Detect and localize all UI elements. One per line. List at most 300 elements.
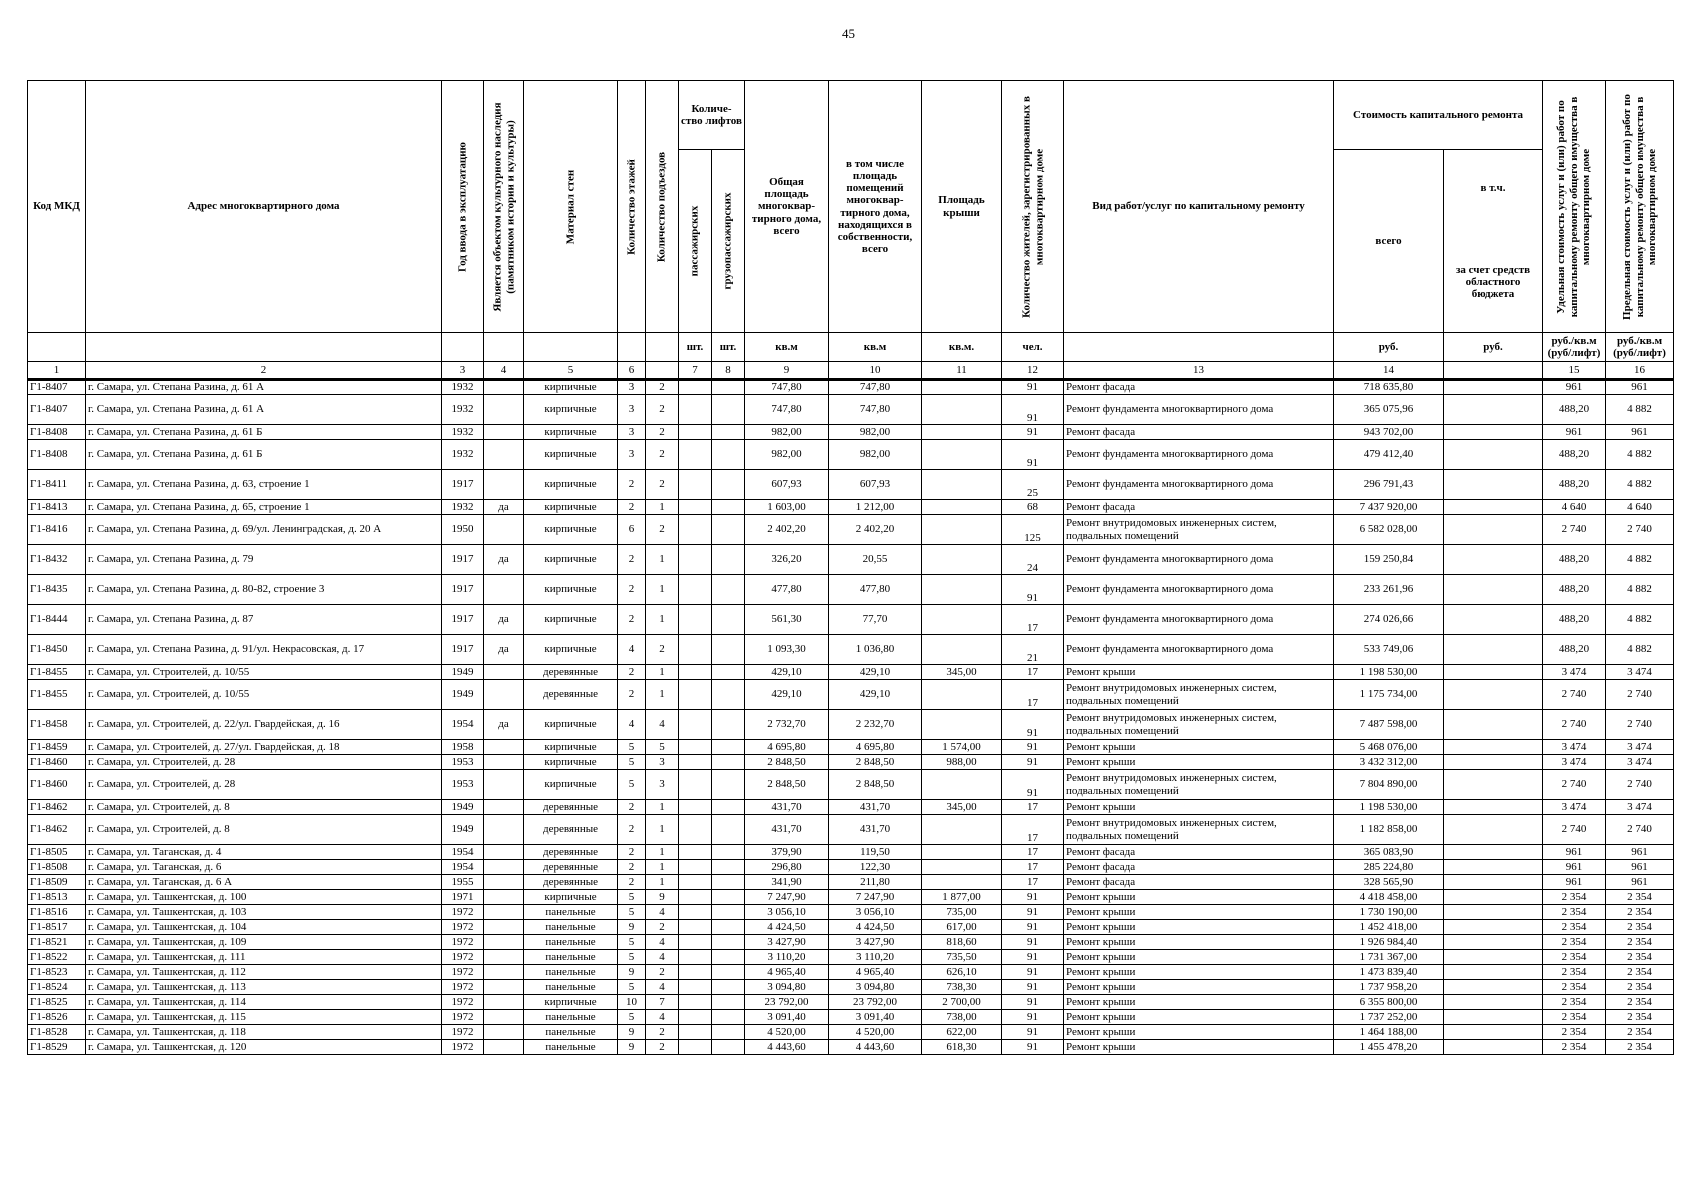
cell-cost-total: 5 468 076,00 [1334, 740, 1444, 755]
header-entrances: Количество подъездов [646, 81, 679, 333]
cell-regional-budget [1444, 500, 1543, 515]
cell-year: 1972 [442, 1025, 484, 1040]
cell-work-type: Ремонт крыши [1064, 1025, 1334, 1040]
cell-residents: 91 [1002, 890, 1064, 905]
cell-total-area: 429,10 [745, 680, 829, 710]
cell-passenger-elevators [679, 965, 712, 980]
cell-floors: 5 [618, 740, 646, 755]
table-row [28, 845, 1674, 860]
cell-wall-material: кирпичные [524, 575, 618, 605]
cell-passenger-elevators [679, 890, 712, 905]
cell-heritage [484, 980, 524, 995]
cell-year: 1953 [442, 770, 484, 800]
cell-passenger-elevators [679, 545, 712, 575]
table-row [28, 635, 1674, 665]
cell-code: Г1-8517 [28, 920, 86, 935]
cell-cost-total: 1 730 190,00 [1334, 905, 1444, 920]
cell-roof-area: 735,50 [922, 950, 1002, 965]
cell-entrances: 4 [646, 935, 679, 950]
cell-work-type: Ремонт внутридомовых инженерных систем, подвальных помещений [1064, 815, 1334, 845]
cell-residents: 91 [1002, 380, 1064, 395]
cell-passenger-elevators [679, 1040, 712, 1055]
cell-heritage [484, 860, 524, 875]
cell-owned-area: 2 848,50 [829, 755, 922, 770]
cell-floors: 4 [618, 710, 646, 740]
cell-owned-area: 4 695,80 [829, 740, 922, 755]
cell-regional-budget [1444, 470, 1543, 500]
cell-roof-area: 2 700,00 [922, 995, 1002, 1010]
cell-year: 1917 [442, 605, 484, 635]
cell-wall-material: кирпичные [524, 605, 618, 635]
cell-entrances: 2 [646, 635, 679, 665]
cell-code: Г1-8460 [28, 770, 86, 800]
cell-total-area: 477,80 [745, 575, 829, 605]
cell-wall-material: панельные [524, 1040, 618, 1055]
cell-wall-material: кирпичные [524, 635, 618, 665]
unit-sqm: кв.м [745, 333, 829, 362]
cell-work-type: Ремонт крыши [1064, 665, 1334, 680]
cell-entrances: 5 [646, 740, 679, 755]
cell-code: Г1-8459 [28, 740, 86, 755]
cell-cost-total: 7 804 890,00 [1334, 770, 1444, 800]
cell-year: 1972 [442, 950, 484, 965]
cell-total-area: 3 427,90 [745, 935, 829, 950]
cell-wall-material: панельные [524, 1025, 618, 1040]
cell-residents: 91 [1002, 755, 1064, 770]
cell-roof-area [922, 770, 1002, 800]
cell-residents: 68 [1002, 500, 1064, 515]
cell-cost-total: 1 737 958,20 [1334, 980, 1444, 995]
cell-roof-area: 738,30 [922, 980, 1002, 995]
cell-wall-material: кирпичные [524, 710, 618, 740]
cell-work-type: Ремонт фасада [1064, 380, 1334, 395]
cell-limit-cost: 4 882 [1606, 575, 1674, 605]
cell-floors: 9 [618, 920, 646, 935]
cell-address: г. Самара, ул. Ташкентская, д. 112 [86, 965, 442, 980]
cell-cargo-elevators [712, 740, 745, 755]
cell-cargo-elevators [712, 920, 745, 935]
column-number: 5 [524, 362, 618, 380]
cell-heritage [484, 425, 524, 440]
cell-total-area: 1 603,00 [745, 500, 829, 515]
cell-total-area: 429,10 [745, 665, 829, 680]
cell-passenger-elevators [679, 980, 712, 995]
cell-cost-total: 943 702,00 [1334, 425, 1444, 440]
cell-address: г. Самара, ул. Строителей, д. 10/55 [86, 665, 442, 680]
column-number: 11 [922, 362, 1002, 380]
cell-floors: 2 [618, 575, 646, 605]
header-cargo: грузопассажирских [712, 150, 745, 333]
table-row [28, 680, 1674, 710]
cell-code: Г1-8416 [28, 515, 86, 545]
cell-work-type: Ремонт крыши [1064, 1010, 1334, 1025]
cell-regional-budget [1444, 860, 1543, 875]
cell-regional-budget [1444, 575, 1543, 605]
cell-limit-cost: 961 [1606, 845, 1674, 860]
cell-regional-budget [1444, 425, 1543, 440]
cell-limit-cost: 961 [1606, 380, 1674, 395]
column-number: 10 [829, 362, 922, 380]
cell-passenger-elevators [679, 920, 712, 935]
cell-total-area: 747,80 [745, 395, 829, 425]
cell-roof-area: 626,10 [922, 965, 1002, 980]
cell-cost-total: 1 175 734,00 [1334, 680, 1444, 710]
cell-year: 1917 [442, 575, 484, 605]
unit-cell [484, 333, 524, 362]
cell-limit-cost: 3 474 [1606, 740, 1674, 755]
cell-limit-cost: 2 354 [1606, 1040, 1674, 1055]
cell-residents: 17 [1002, 665, 1064, 680]
cell-address: г. Самара, ул. Степана Разина, д. 61 Б [86, 425, 442, 440]
cell-entrances: 2 [646, 515, 679, 545]
cell-wall-material: кирпичные [524, 740, 618, 755]
cell-limit-cost: 4 882 [1606, 635, 1674, 665]
cell-total-area: 431,70 [745, 815, 829, 845]
cell-cost-total: 1 198 530,00 [1334, 800, 1444, 815]
cell-code: Г1-8455 [28, 680, 86, 710]
cell-passenger-elevators [679, 935, 712, 950]
cell-regional-budget [1444, 770, 1543, 800]
cell-cost-total: 159 250,84 [1334, 545, 1444, 575]
unit-rub-sqm: руб./кв.м (руб/лифт) [1543, 333, 1606, 362]
cell-address: г. Самара, ул. Ташкентская, д. 118 [86, 1025, 442, 1040]
cell-heritage [484, 665, 524, 680]
cell-address: г. Самара, ул. Ташкентская, д. 100 [86, 890, 442, 905]
cell-regional-budget [1444, 950, 1543, 965]
cell-owned-area: 1 212,00 [829, 500, 922, 515]
column-number: 4 [484, 362, 524, 380]
cell-wall-material: кирпичные [524, 995, 618, 1010]
cell-passenger-elevators [679, 845, 712, 860]
cell-regional-budget [1444, 680, 1543, 710]
cell-cost-total: 533 749,06 [1334, 635, 1444, 665]
cell-address: г. Самара, ул. Строителей, д. 27/ул. Гвардейская, д. 18 [86, 740, 442, 755]
unit-sqm: кв.м. [922, 333, 1002, 362]
cell-year: 1932 [442, 500, 484, 515]
cell-roof-area: 617,00 [922, 920, 1002, 935]
cell-regional-budget [1444, 875, 1543, 890]
column-number: 15 [1543, 362, 1606, 380]
cell-unit-cost: 2 354 [1543, 950, 1606, 965]
column-number-row [28, 362, 1674, 380]
cell-floors: 5 [618, 935, 646, 950]
cell-wall-material: кирпичные [524, 755, 618, 770]
cell-heritage [484, 395, 524, 425]
cell-year: 1949 [442, 800, 484, 815]
cell-total-area: 1 093,30 [745, 635, 829, 665]
cell-total-area: 982,00 [745, 425, 829, 440]
unit-cell [28, 333, 86, 362]
cell-wall-material: деревянные [524, 860, 618, 875]
cell-entrances: 4 [646, 905, 679, 920]
cell-code: Г1-8455 [28, 665, 86, 680]
column-number [1444, 362, 1543, 380]
cell-cost-total: 285 224,80 [1334, 860, 1444, 875]
cell-unit-cost: 2 354 [1543, 935, 1606, 950]
cell-cost-total: 1 452 418,00 [1334, 920, 1444, 935]
cell-heritage: да [484, 635, 524, 665]
cell-total-area: 431,70 [745, 800, 829, 815]
cell-owned-area: 4 520,00 [829, 1025, 922, 1040]
cell-unit-cost: 3 474 [1543, 755, 1606, 770]
cell-residents: 17 [1002, 875, 1064, 890]
cell-cargo-elevators [712, 935, 745, 950]
cell-floors: 2 [618, 665, 646, 680]
cell-regional-budget [1444, 665, 1543, 680]
cell-owned-area: 2 232,70 [829, 710, 922, 740]
cell-entrances: 1 [646, 605, 679, 635]
cell-address: г. Самара, ул. Ташкентская, д. 120 [86, 1040, 442, 1055]
cell-work-type: Ремонт фасада [1064, 845, 1334, 860]
cell-entrances: 1 [646, 665, 679, 680]
cell-cargo-elevators [712, 515, 745, 545]
header-owned-area: в том числе площадь помещений многоквар-тирного дома, находящихся в собственности, всего [829, 81, 922, 333]
cell-year: 1950 [442, 515, 484, 545]
cell-cost-total: 1 731 367,00 [1334, 950, 1444, 965]
cell-floors: 2 [618, 860, 646, 875]
cell-work-type: Ремонт крыши [1064, 890, 1334, 905]
cell-unit-cost: 2 354 [1543, 920, 1606, 935]
cell-owned-area: 429,10 [829, 665, 922, 680]
cell-unit-cost: 2 740 [1543, 710, 1606, 740]
cell-total-area: 747,80 [745, 380, 829, 395]
cell-total-area: 561,30 [745, 605, 829, 635]
cell-cargo-elevators [712, 680, 745, 710]
cell-code: Г1-8432 [28, 545, 86, 575]
cell-regional-budget [1444, 995, 1543, 1010]
cell-unit-cost: 2 354 [1543, 1025, 1606, 1040]
cell-total-area: 3 091,40 [745, 1010, 829, 1025]
cell-floors: 2 [618, 470, 646, 500]
cell-roof-area: 1 877,00 [922, 890, 1002, 905]
cell-residents: 17 [1002, 800, 1064, 815]
cell-code: Г1-8411 [28, 470, 86, 500]
cell-entrances: 1 [646, 680, 679, 710]
cell-roof-area [922, 575, 1002, 605]
cell-total-area: 2 848,50 [745, 755, 829, 770]
cell-limit-cost: 4 882 [1606, 470, 1674, 500]
cell-residents: 91 [1002, 995, 1064, 1010]
cell-cargo-elevators [712, 1025, 745, 1040]
cell-floors: 5 [618, 905, 646, 920]
cell-residents: 91 [1002, 905, 1064, 920]
cell-cargo-elevators [712, 770, 745, 800]
cell-cargo-elevators [712, 815, 745, 845]
cell-residents: 91 [1002, 440, 1064, 470]
cell-passenger-elevators [679, 1025, 712, 1040]
table-row [28, 395, 1674, 425]
cell-passenger-elevators [679, 680, 712, 710]
cell-code: Г1-8407 [28, 380, 86, 395]
unit-cell [524, 333, 618, 362]
cell-cost-total: 479 412,40 [1334, 440, 1444, 470]
header-floors: Количество этажей [618, 81, 646, 333]
cell-residents: 24 [1002, 545, 1064, 575]
cell-year: 1972 [442, 935, 484, 950]
cell-roof-area [922, 815, 1002, 845]
header-heritage: Является объектом культурного наследия (памятником истории и культуры) [484, 81, 524, 333]
cell-cargo-elevators [712, 500, 745, 515]
cell-work-type: Ремонт крыши [1064, 950, 1334, 965]
cell-address: г. Самара, ул. Таганская, д. 4 [86, 845, 442, 860]
cell-limit-cost: 2 354 [1606, 995, 1674, 1010]
cell-cost-total: 296 791,43 [1334, 470, 1444, 500]
cell-cargo-elevators [712, 1010, 745, 1025]
cell-entrances: 2 [646, 965, 679, 980]
cell-heritage: да [484, 605, 524, 635]
unit-cell [442, 333, 484, 362]
cell-unit-cost: 961 [1543, 860, 1606, 875]
cell-owned-area: 747,80 [829, 380, 922, 395]
table-row [28, 740, 1674, 755]
cell-wall-material: деревянные [524, 665, 618, 680]
cell-cargo-elevators [712, 995, 745, 1010]
cell-year: 1932 [442, 380, 484, 395]
cell-residents: 17 [1002, 605, 1064, 635]
cell-passenger-elevators [679, 425, 712, 440]
cell-year: 1972 [442, 995, 484, 1010]
cell-work-type: Ремонт крыши [1064, 800, 1334, 815]
table-body [28, 380, 1674, 1055]
cell-regional-budget [1444, 980, 1543, 995]
cell-regional-budget [1444, 440, 1543, 470]
cell-heritage [484, 935, 524, 950]
cell-work-type: Ремонт крыши [1064, 755, 1334, 770]
cell-year: 1954 [442, 860, 484, 875]
column-number: 1 [28, 362, 86, 380]
column-number: 12 [1002, 362, 1064, 380]
table-row [28, 1025, 1674, 1040]
table-row [28, 575, 1674, 605]
cell-total-area: 341,90 [745, 875, 829, 890]
cell-code: Г1-8521 [28, 935, 86, 950]
cell-owned-area: 7 247,90 [829, 890, 922, 905]
cell-passenger-elevators [679, 665, 712, 680]
cell-total-area: 326,20 [745, 545, 829, 575]
cell-cost-total: 3 432 312,00 [1334, 755, 1444, 770]
cell-unit-cost: 961 [1543, 425, 1606, 440]
cell-passenger-elevators [679, 575, 712, 605]
cell-limit-cost: 3 474 [1606, 665, 1674, 680]
cell-heritage [484, 815, 524, 845]
cell-residents: 91 [1002, 920, 1064, 935]
cell-entrances: 7 [646, 995, 679, 1010]
cell-address: г. Самара, ул. Ташкентская, д. 109 [86, 935, 442, 950]
header-address: Адрес многоквартирного дома [86, 81, 442, 333]
cell-regional-budget [1444, 710, 1543, 740]
cell-cargo-elevators [712, 755, 745, 770]
cell-passenger-elevators [679, 905, 712, 920]
cell-address: г. Самара, ул. Строителей, д. 28 [86, 755, 442, 770]
cell-roof-area [922, 380, 1002, 395]
cell-cargo-elevators [712, 425, 745, 440]
cell-cost-total: 1 455 478,20 [1334, 1040, 1444, 1055]
cell-roof-area [922, 635, 1002, 665]
cell-total-area: 4 424,50 [745, 920, 829, 935]
table-row [28, 965, 1674, 980]
cell-total-area: 23 792,00 [745, 995, 829, 1010]
cell-cost-total: 4 418 458,00 [1334, 890, 1444, 905]
cell-passenger-elevators [679, 755, 712, 770]
header-limit-cost: Предельная стоимость услуг и (или) работ по капитальному ремонту общего имущества в многоквартирном доме [1606, 81, 1674, 333]
cell-address: г. Самара, ул. Строителей, д. 28 [86, 770, 442, 800]
cell-year: 1917 [442, 470, 484, 500]
cell-residents: 17 [1002, 680, 1064, 710]
cell-floors: 2 [618, 800, 646, 815]
unit-pcs: шт. [712, 333, 745, 362]
cell-cargo-elevators [712, 1040, 745, 1055]
header-unit-cost: Удельная стоимость услуг и (или) работ по капитальному ремонту общего имущества в многоквартирном доме [1543, 81, 1606, 333]
cell-cargo-elevators [712, 860, 745, 875]
cell-code: Г1-8524 [28, 980, 86, 995]
cell-cost-total: 1 464 188,00 [1334, 1025, 1444, 1040]
cell-floors: 9 [618, 965, 646, 980]
unit-cell [618, 333, 646, 362]
table-row [28, 995, 1674, 1010]
cell-year: 1954 [442, 845, 484, 860]
cell-work-type: Ремонт крыши [1064, 980, 1334, 995]
cell-total-area: 2 402,20 [745, 515, 829, 545]
cell-unit-cost: 2 354 [1543, 890, 1606, 905]
unit-rub: руб. [1444, 333, 1543, 362]
cell-year: 1972 [442, 905, 484, 920]
cell-entrances: 4 [646, 980, 679, 995]
cell-owned-area: 607,93 [829, 470, 922, 500]
cell-owned-area: 20,55 [829, 545, 922, 575]
cell-address: г. Самара, ул. Таганская, д. 6 [86, 860, 442, 875]
cell-owned-area: 3 056,10 [829, 905, 922, 920]
cell-total-area: 379,90 [745, 845, 829, 860]
cell-cost-total: 365 083,90 [1334, 845, 1444, 860]
cell-address: г. Самара, ул. Степана Разина, д. 80-82, строение 3 [86, 575, 442, 605]
cell-unit-cost: 488,20 [1543, 440, 1606, 470]
cell-address: г. Самара, ул. Ташкентская, д. 114 [86, 995, 442, 1010]
table-row [28, 500, 1674, 515]
cell-floors: 2 [618, 500, 646, 515]
cell-passenger-elevators [679, 770, 712, 800]
table-row [28, 950, 1674, 965]
cell-heritage [484, 575, 524, 605]
cell-total-area: 2 732,70 [745, 710, 829, 740]
cell-total-area: 982,00 [745, 440, 829, 470]
cell-regional-budget [1444, 755, 1543, 770]
cell-regional-budget [1444, 515, 1543, 545]
cell-passenger-elevators [679, 860, 712, 875]
cell-floors: 2 [618, 875, 646, 890]
cell-owned-area: 3 094,80 [829, 980, 922, 995]
cell-work-type: Ремонт крыши [1064, 935, 1334, 950]
table-row [28, 800, 1674, 815]
cell-unit-cost: 488,20 [1543, 395, 1606, 425]
cell-wall-material: деревянные [524, 875, 618, 890]
column-number: 8 [712, 362, 745, 380]
column-number [646, 362, 679, 380]
cell-wall-material: панельные [524, 920, 618, 935]
unit-people: чел. [1002, 333, 1064, 362]
cell-unit-cost: 3 474 [1543, 800, 1606, 815]
cell-wall-material: кирпичные [524, 380, 618, 395]
cell-heritage [484, 845, 524, 860]
table-row [28, 440, 1674, 470]
cell-cargo-elevators [712, 980, 745, 995]
cell-residents: 91 [1002, 425, 1064, 440]
cell-address: г. Самара, ул. Степана Разина, д. 61 Б [86, 440, 442, 470]
cell-regional-budget [1444, 965, 1543, 980]
cell-total-area: 2 848,50 [745, 770, 829, 800]
cell-code: Г1-8529 [28, 1040, 86, 1055]
cell-cargo-elevators [712, 440, 745, 470]
cell-floors: 5 [618, 1010, 646, 1025]
